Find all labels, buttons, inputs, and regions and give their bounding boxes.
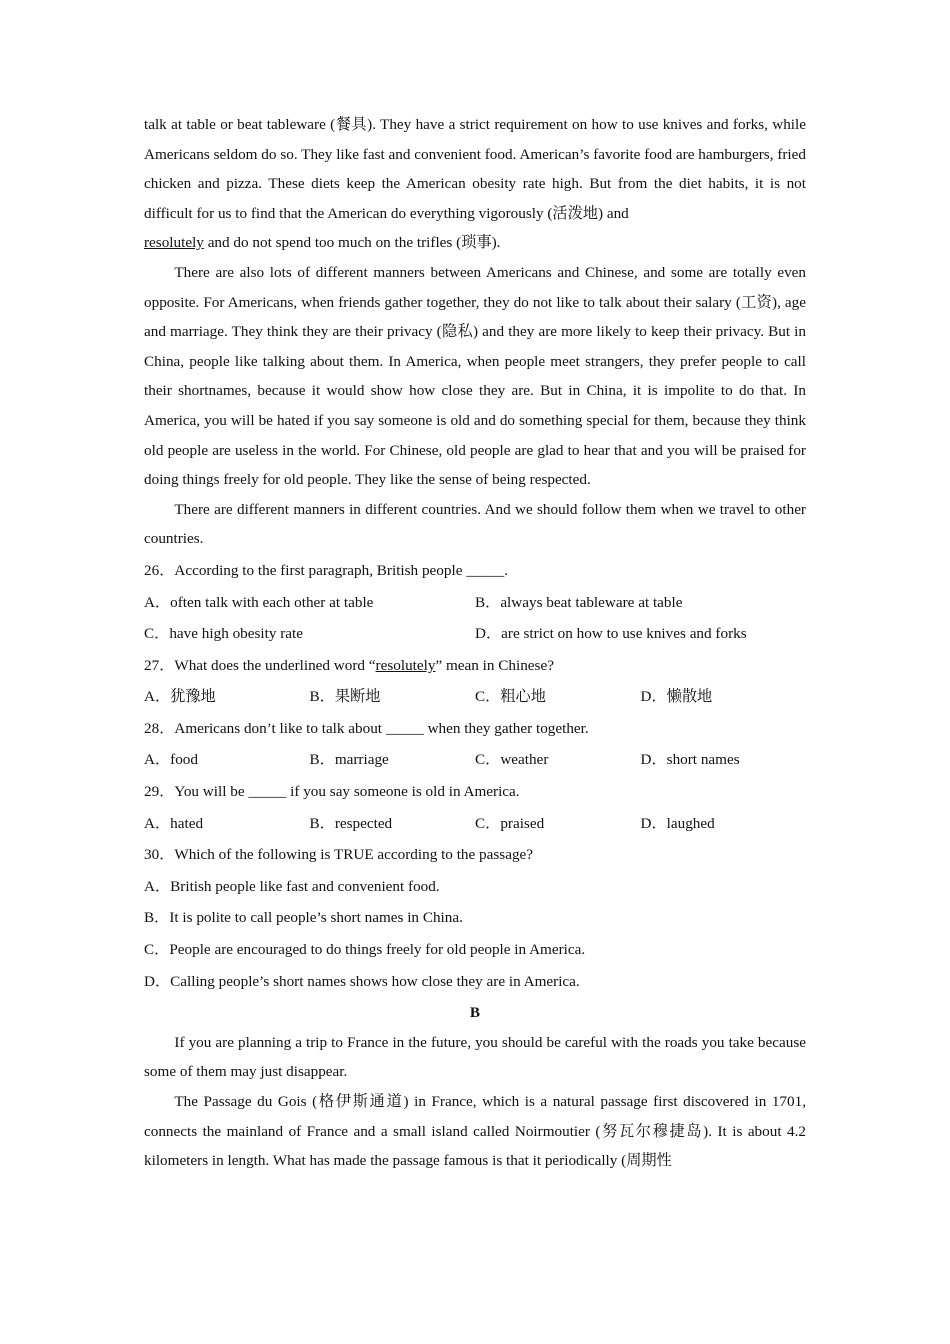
question-29-option-c: C．praised xyxy=(475,814,545,832)
underlined-word: resolutely xyxy=(144,234,204,252)
question-30-stem: 30．Which of the following is TRUE according to the passage? xyxy=(144,846,534,864)
question-28-option-c: C．weather xyxy=(475,751,549,769)
passage-b-paragraph-2: The Passage du Gois (格伊斯通道) in France, which is a natural passage first discovered in 1701, connects the mainland of France and a small island called Noirmoutier (努瓦尔穆捷岛). It is about 4.2 kilometers in length. What has made the passage famous is that it periodically (周期性 xyxy=(144,1093,806,1170)
question-26-option-d: D．are strict on how to use knives and forks xyxy=(475,625,747,643)
question-27-option-b: B．果断地 xyxy=(309,688,381,706)
question-29-option-d: D．laughed xyxy=(640,814,715,832)
question-27-options xyxy=(144,682,806,712)
question-27-option-d: D．懒散地 xyxy=(640,688,713,706)
question-28-option-a: A．food xyxy=(144,751,198,769)
document-page xyxy=(144,110,806,1176)
passage-a-paragraph-1 xyxy=(144,110,806,258)
question-29-option-a: A．hated xyxy=(144,814,204,832)
question-28-option-d: D．short names xyxy=(640,751,740,769)
stem-text: ” mean in Chinese? xyxy=(435,656,554,674)
section-heading-b: B xyxy=(469,1004,481,1022)
question-30-option-c: C．People are encouraged to do things freely for old people in America. xyxy=(144,941,586,959)
question-27-option-a: A．犹豫地 xyxy=(144,688,216,706)
question-28-stem: 28．Americans don’t like to talk about _____ when they gather together. xyxy=(144,719,589,737)
question-26-option-a: A．often talk with each other at table xyxy=(144,593,374,611)
question-26-options-row-2 xyxy=(144,619,806,649)
underlined-word: resolutely xyxy=(375,656,436,674)
question-26-stem: 26．According to the first paragraph, British people _____. xyxy=(144,561,508,579)
question-30-option-d: D．Calling people’s short names shows how close they are in America. xyxy=(144,972,580,990)
question-27-stem xyxy=(144,651,806,681)
paragraph-text: talk at table or beat tableware (餐具). They have a strict requirement on how to use knives and forks, while Americans seldom do so. They like fast and convenient food. American’s favorite food are hamburgers, fried chicken and pizza. These diets keep the American obesity rate high. But from the diet habits, it is not difficult for us to find that the American do everything vigorously (活泼地) and xyxy=(144,116,806,222)
question-30-option-a: A．British people like fast and convenient food. xyxy=(144,877,440,895)
question-29-options xyxy=(144,809,806,839)
question-27-option-c: C．粗心地 xyxy=(475,688,546,706)
passage-a-paragraph-2: There are also lots of different manners between Americans and Chinese, and some are totally even opposite. For Americans, when friends gather together, they do not like to talk about their salary (工资), age and marriage. They think they are their privacy (隐私) and they are more likely to keep their privacy. But in China, people like talking about them. In America, when people meet strangers, they prefer people to call their shortnames, because it would show how close they are. But in China, it is impolite to do that. In America, you will be hated if you say someone is old and do something special for them, because they think old people are useless in the world. For Chinese, old people are glad to hear that and you will be praised for doing things freely for old people. They like the sense of being respected. xyxy=(144,263,806,489)
question-28-option-b: B．marriage xyxy=(309,751,389,769)
question-28-options xyxy=(144,745,806,775)
question-29-option-b: B．respected xyxy=(309,814,393,832)
question-26-option-b: B．always beat tableware at table xyxy=(475,593,683,611)
paragraph-text: and do not spend too much on the trifles (琐事). xyxy=(203,234,501,252)
passage-b-paragraph-1: If you are planning a trip to France in the future, you should be careful with the roads you take because some of them may just disappear. xyxy=(144,1033,806,1081)
stem-text: 27．What does the underlined word “ xyxy=(144,656,376,674)
question-26-options-row-1 xyxy=(144,588,806,618)
question-26-option-c: C．have high obesity rate xyxy=(144,625,304,643)
passage-a-paragraph-3: There are different manners in different countries. And we should follow them when we travel to other countries. xyxy=(144,500,806,548)
question-29-stem: 29．You will be _____ if you say someone is old in America. xyxy=(144,783,520,801)
question-30-option-b: B．It is polite to call people’s short names in China. xyxy=(144,909,463,927)
